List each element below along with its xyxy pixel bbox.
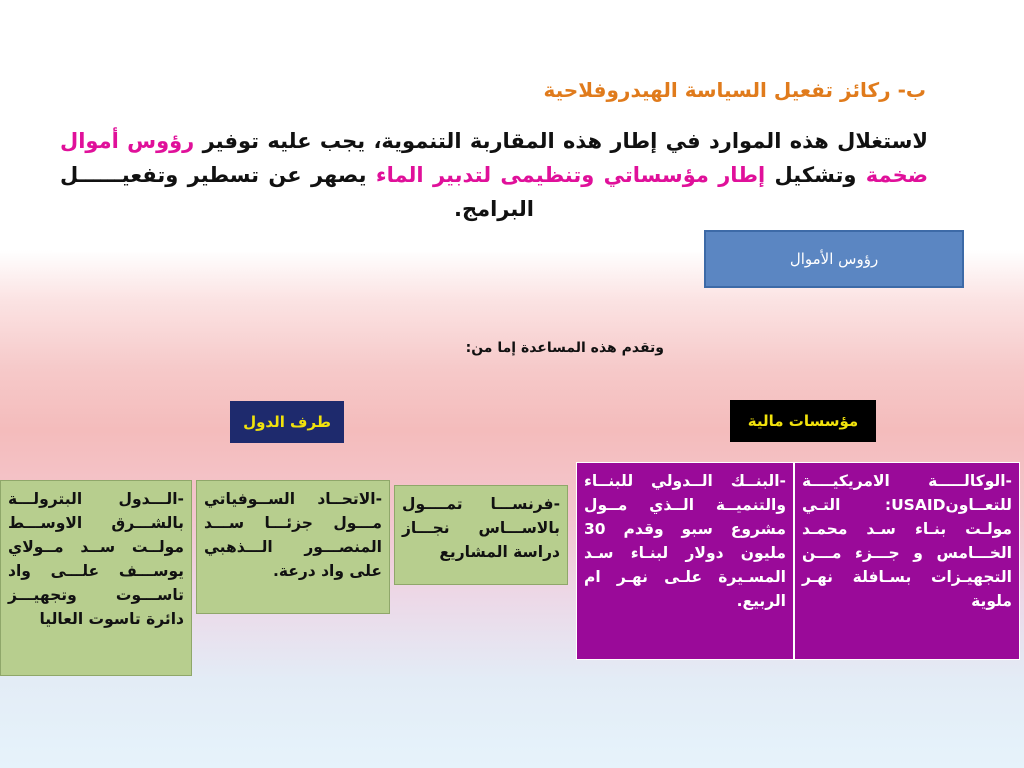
- france-box: -فرنســـا تمــــول بالاســـاس نجـــاز دراسة المشاريع: [394, 485, 568, 585]
- section-heading: ب- ركائز تفعيل السياسة الهيدروفلاحية: [543, 78, 926, 102]
- paragraph-highlight-framework: إطار مؤسساتي وتنظيمى لتدبير الماء: [375, 163, 766, 187]
- world-bank-box: -البنــك الــدولي للبنــاء والتنميــة الــذي مــول مشروع سبو وقدم 30 مليون دولار لبنـاء سـد المسـيرة علـى نهـر ام الربيع.: [576, 462, 794, 660]
- intro-paragraph: [60, 124, 928, 226]
- ussr-box: -الاتحــاد الســوفياتي مـــول جزئـــا ســـد المنصـــور الـــذهبي على واد درعة.: [196, 480, 390, 614]
- capital-box: رؤوس الأموال: [704, 230, 964, 288]
- usaid-box: -الوكالـــــة الامريكيــــة للتعــاونUSAID: التـي مولـت بنـاء سـد محمـد الخـــامس و جـــزء مـــن التجهيـزات بسـافلة نهـر ملوية: [794, 462, 1020, 660]
- paragraph-part3: يصهر عن تسطير وتفعيــــــل البرامج.: [60, 163, 535, 221]
- label-financial-institutions: مؤسسات مالية: [730, 400, 876, 442]
- paragraph-highlight-capital: رؤوس أموال ضخمة: [60, 129, 928, 187]
- label-states: طرف الدول: [230, 401, 344, 443]
- oil-states-box: -الـــدول البترولـــة بالشـــرق الاوســـط مولــت ســد مــولاي يوســـف علـــى واد تاســـوت وتجهيـــز دائرة تاسوت العاليا: [0, 480, 192, 676]
- assistance-intro: وتقدم هذه المساعدة إما من:: [465, 340, 664, 356]
- paragraph-part2: وتشكيل: [765, 163, 866, 187]
- paragraph-part1: لاستغلال هذه الموارد في إطار هذه المقاربة التنموية، يجب عليه توفير: [194, 129, 928, 153]
